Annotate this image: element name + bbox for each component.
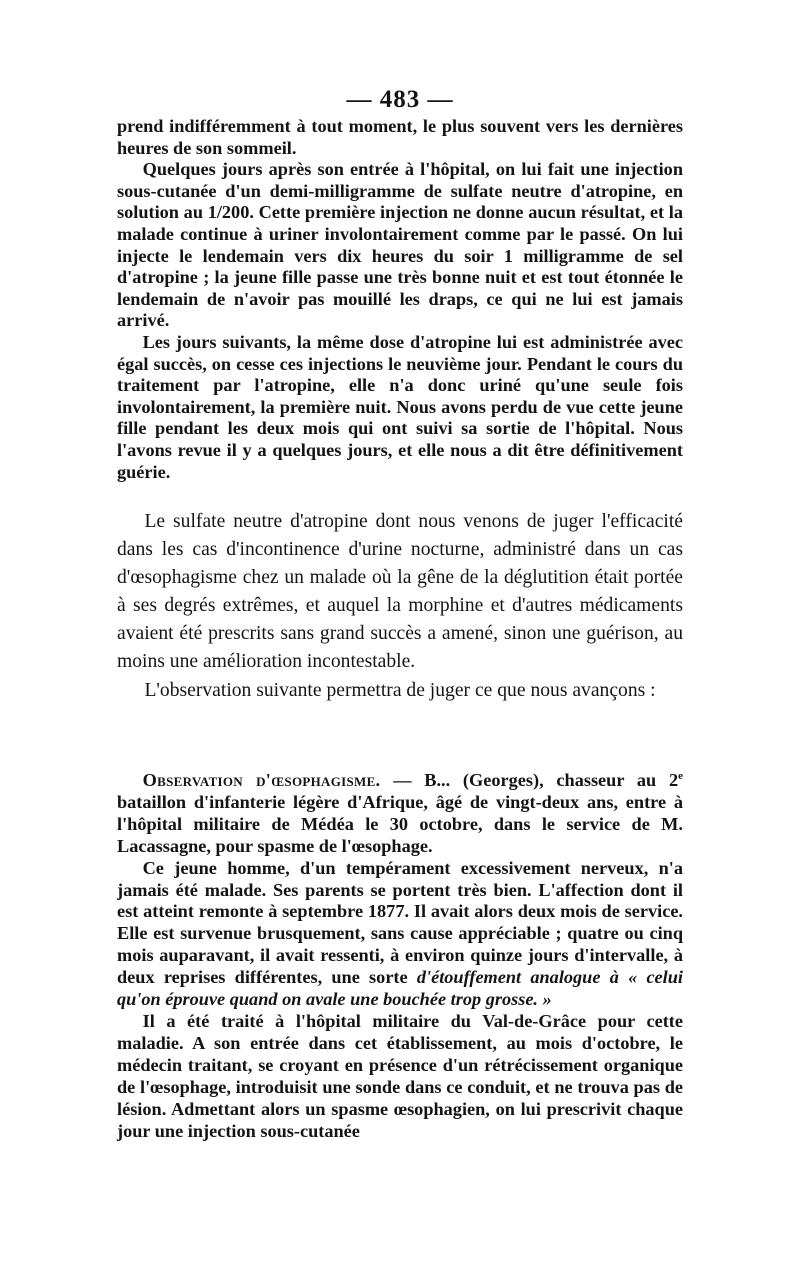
case-report-continuation	[117, 116, 683, 483]
paragraph	[117, 858, 683, 1011]
paragraph: Les jours suivants, la même dose d'atropine lui est administrée avec égal succès, on cesse ces injections le neuvième jour. Pendant le cours du traitement par l'atropine, elle n'a donc uriné qu'une seule fois involontairement, la première nuit. Nous avons perdu de vue cette jeune fille pendant les deux mois qui ont suivi sa sortie de l'hôpital. Nous l'avons revue il y a quelques jours, et elle nous a dit être définitivement guérie.	[117, 331, 683, 482]
text-run: bataillon d'infanterie légère d'Afrique, âgé de vingt-deux ans, entre à l'hôpital militaire de Médéa le 30 octobre, dans le service de M. Lacassagne, pour spasme de l'œsophage.	[117, 791, 683, 856]
paragraph: prend indifféremment à tout moment, le plus souvent vers les dernières heures de son sommeil.	[117, 116, 683, 158]
paragraph: Le sulfate neutre d'atropine dont nous venons de juger l'efficacité dans les cas d'incontinence d'urine nocturne, administré dans un cas d'œsophagisme chez un malade où la gêne de la déglutition était portée à ses degrés extrêmes, et auquel la morphine et d'autres médicaments avaient été prescrits sans grand succès a amené, sinon une guérison, au moins une amélioration incontestable.	[117, 511, 683, 673]
commentary-section	[117, 508, 683, 705]
observation-paragraph	[117, 770, 683, 858]
paragraph: L'observation suivante permettra de juger ce que nous avançons :	[144, 679, 656, 701]
text-run: Ce jeune homme, d'un tempérament excessivement nerveux, n'a jamais été malade. Ses parents se portent très bien. L'affection dont il est atteint remonte à septembre 1877. Il avait alors deux mois de service. Elle est survenue brusquement, sans cause appréciable ; quatre ou cinq mois auparavant, il avait ressenti, à environ quinze jours d'intervalle, à deux reprises différentes, une sorte	[117, 857, 683, 988]
text-run: — B... (Georges), chasseur au 2	[380, 770, 679, 790]
observation-section	[117, 770, 683, 1142]
superscript: e	[678, 769, 683, 782]
paragraph: Il a été traité à l'hôpital militaire du Val-de-Grâce pour cette maladie. A son entrée dans cet établissement, au mois d'octobre, le médecin traitant, se croyant en présence d'un rétrécissement organique de l'œsophage, introduisit une sonde dans ce conduit, et ne trouva pas de lésion. Admettant alors un spasme œsophagien, on lui prescrivit chaque jour une injection sous-cutanée	[117, 1010, 683, 1141]
paragraph: Quelques jours après son entrée à l'hôpital, on lui fait une injection sous-cutanée d'un demi-milligramme de sulfate neutre d'atropine, en solution au 1/200. Cette première injection ne donne aucun résultat, et la malade continue à uriner involontairement comme par le passé. On lui injecte le lendemain vers dix heures du soir 1 milligramme de sel d'atropine ; la jeune fille passe une très bonne nuit et est tout étonnée le lendemain de n'avoir pas mouillé les draps, ce qui ne lui est jamais arrivé.	[117, 159, 683, 331]
page-number: — 483 —	[346, 86, 454, 113]
observation-heading: Observation d'œsophagisme.	[142, 770, 381, 790]
italic-quote: d'étouffement analogue à « celui qu'on éprouve quand on avale une bouchée trop grosse. »	[117, 967, 683, 1010]
